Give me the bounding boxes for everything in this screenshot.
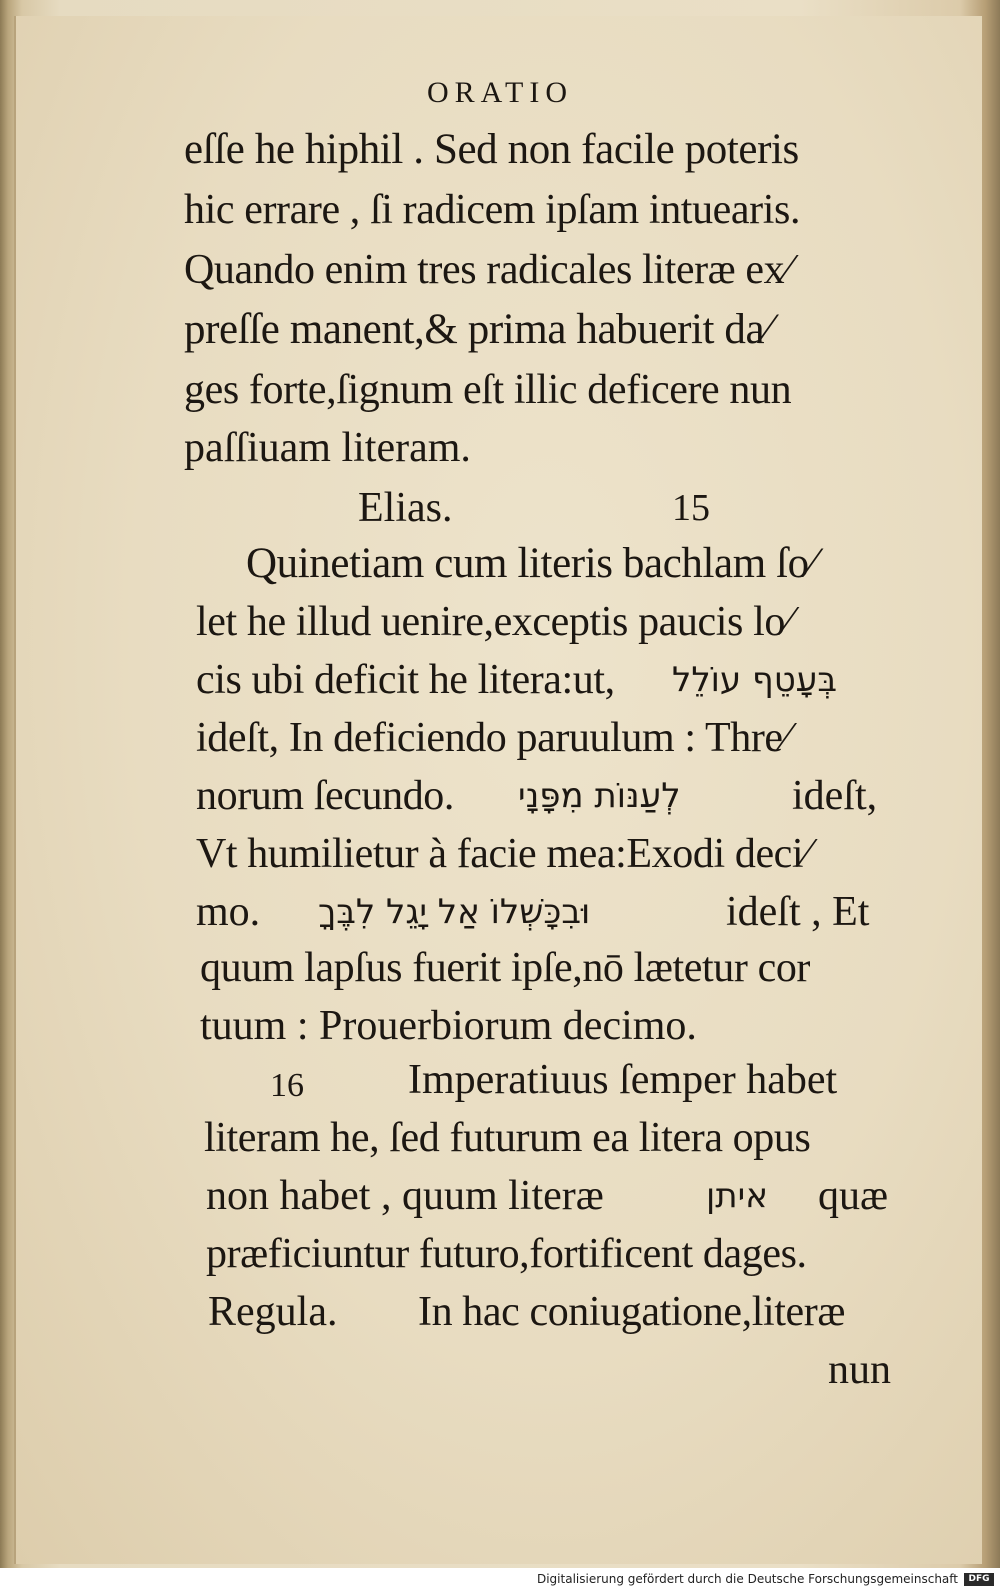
text-line-18-b: quæ	[818, 1173, 889, 1219]
running-head: ORATIO	[427, 76, 573, 109]
text-line-1: eſſe he hiphil . Sed non facile poteris	[184, 126, 799, 173]
text-line-8: let he illud uenire,exceptis paucis lo⁄	[196, 599, 792, 645]
catchword: nun	[828, 1347, 891, 1393]
text-line-18: non habet , quum literæ	[206, 1173, 604, 1219]
text-line-19: præficiuntur futuro,fortificent dages.	[206, 1231, 807, 1277]
text-line-16: Imperatiuus ſemper habet	[408, 1057, 838, 1103]
text-line-15: tuum : Prouerbiorum decimo.	[200, 1003, 697, 1049]
hebrew-phrase-3: וּבִכָּשְׁלוֹ אַל יָגֵל לִבֶּךָ	[318, 892, 591, 932]
text-line-11: norum ſecundo.	[196, 773, 455, 819]
section-number-15: 15	[672, 487, 710, 529]
text-line-2: hic errare , ſi radicem ipſam intuearis.	[184, 187, 801, 233]
hebrew-word-4: איתן	[706, 1176, 768, 1216]
section-number-16: 16	[270, 1067, 304, 1104]
footer-text: Digitalisierung gefördert durch die Deutsche Forschungsgemeinschaft	[536, 1572, 958, 1586]
text-line-6: paſſiuam literam.	[184, 425, 471, 471]
text-line-3: Quando enim tres radicales literæ ex⁄	[184, 247, 791, 293]
text-line-13: mo.	[196, 889, 261, 935]
section-title-elias: Elias.	[358, 485, 453, 531]
text-line-17: literam he, ſed futurum ea litera opus	[204, 1115, 811, 1161]
text-line-20-b: In hac coniugatione,literæ	[418, 1289, 845, 1335]
text-line-4: preſſe manent,& prima habuerit da⁄	[184, 306, 771, 353]
text-line-7: Quinetiam cum literis bachlam ſo⁄	[246, 540, 816, 587]
text-line-20: Regula.	[208, 1289, 338, 1335]
text-line-10: ideſt, In deficiendo paruulum : Thre⁄	[196, 715, 790, 761]
text-line-5: ges forte,ſignum eſt illic deficere nun	[184, 367, 792, 413]
hebrew-phrase-2: לְעַנּוֹת מִפָּנָי	[518, 776, 681, 816]
text-line-12: Vt humilietur à facie mea:Exodi deci⁄	[196, 831, 810, 877]
text-line-9: cis ubi deficit he litera:ut,	[196, 657, 615, 703]
text-line-13-b: ideſt , Et	[726, 889, 870, 935]
digitization-footer	[0, 1568, 1000, 1591]
dfg-logo: DFG	[964, 1573, 994, 1586]
text-line-14: quum lapſus fuerit ipſe,nō lætetur cor	[200, 945, 811, 991]
text-line-11-b: ideſt,	[792, 773, 878, 819]
hebrew-phrase-1: בְּעָטֵף עוֹלֵל	[672, 660, 838, 700]
